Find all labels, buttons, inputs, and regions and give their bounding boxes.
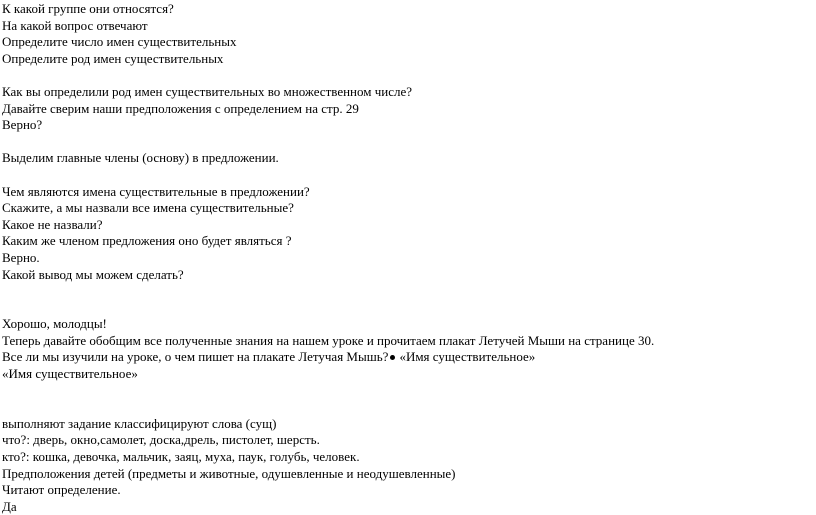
blank-line (2, 283, 816, 300)
text-fragment: Все ли мы изучили на уроке, о чем пишет на плакате Летучая Мышь? (2, 349, 389, 365)
text-line: Верно? (2, 117, 43, 133)
blank-line (2, 67, 816, 84)
text-line: Выделим главные члены (основу) в предложении. (2, 150, 279, 166)
text-line: что?: дверь, окно,самолет, доска,дрель, пистолет, шерсть. (2, 432, 320, 448)
text-line: Хорошо, молодцы! (2, 316, 107, 332)
text-line: На какой вопрос отвечают (2, 17, 148, 33)
text-line-with-bullet (2, 349, 816, 366)
text-line: кто?: кошка, девочка, мальчик, заяц, муха, паук, голубь, человек. (2, 449, 360, 465)
text-line: Да (2, 498, 17, 514)
text-line: Определите число имен существительных (2, 34, 237, 50)
blank-line (2, 167, 816, 184)
text-line: Каким же членом предложения оно будет являться ? (2, 233, 292, 249)
text-line: Скажите, а мы назвали все имена существительные? (2, 200, 294, 216)
text-line: Какой вывод мы можем сделать? (2, 266, 184, 282)
blank-line (2, 399, 816, 416)
text-line: Чем являются имена существительные в предложении? (2, 183, 310, 199)
text-line: Какое не назвали? (2, 216, 103, 232)
blank-line (2, 383, 816, 400)
text-line: Теперь давайте обобщим все полученные знания на нашем уроке и прочитаем плакат Летучей Мыши на странице 30. (2, 332, 655, 348)
text-line: К какой группе они относятся? (2, 1, 174, 16)
text-fragment: «Имя существительное» (399, 349, 536, 365)
text-line: Определите род имен существительных (2, 50, 224, 66)
bullet-icon (390, 355, 395, 360)
blank-line (2, 300, 816, 317)
text-line: Читают определение. (2, 482, 121, 498)
text-line: выполняют задание классифицируют слова (сущ) (2, 415, 277, 431)
text-line: Верно. (2, 249, 40, 265)
text-line: Давайте сверим наши предположения с определением на стр. 29 (2, 100, 359, 116)
text-line: Предположения детей (предметы и животные, одушевленные и неодушевленные) (2, 465, 456, 481)
text-line: «Имя существительное» (2, 366, 138, 382)
blank-line (2, 134, 816, 151)
text-line: Как вы определили род имен существительных во множественном числе? (2, 83, 413, 99)
